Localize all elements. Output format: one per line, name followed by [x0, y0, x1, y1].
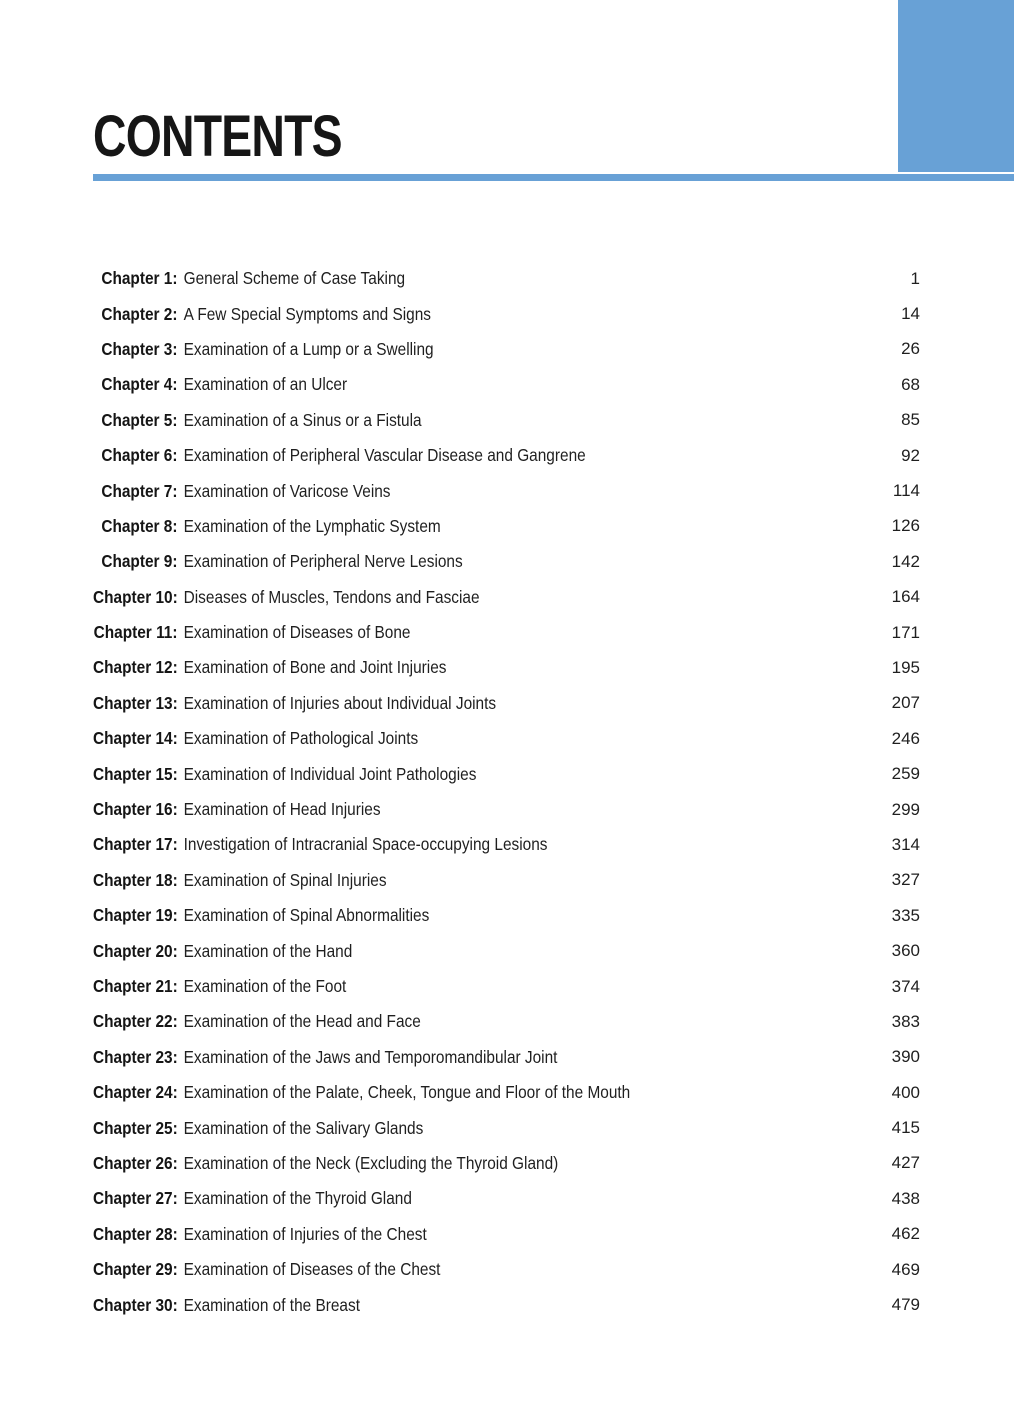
toc-entry-chapter-label: Chapter 23:: [93, 1046, 178, 1067]
toc-entry-page-number: 469: [891, 1259, 920, 1279]
toc-entry-main: [93, 551, 791, 572]
toc-entry-page-number: 327: [891, 870, 920, 890]
toc-entry-title: Examination of Spinal Abnormalities: [183, 905, 430, 926]
toc-entry-page-number: 68: [901, 374, 920, 394]
toc-entry-page-number: 259: [891, 764, 920, 784]
toc-entry-main: [93, 905, 791, 926]
toc-entry-page-number: 246: [891, 728, 920, 748]
toc-entry-page-number: 14: [901, 304, 920, 324]
toc-entry-page-number: 479: [891, 1295, 920, 1315]
toc-entry-title: Examination of the Thyroid Gland: [183, 1188, 412, 1209]
toc-entry-main: [93, 304, 791, 325]
toc-entry-chapter-label: Chapter 18:: [93, 869, 178, 890]
toc-entry-chapter-label: Chapter 6:: [101, 445, 178, 466]
toc-entry: [93, 296, 920, 331]
toc-entry-chapter-label: Chapter 22:: [93, 1011, 178, 1032]
toc-entry-chapter-label: Chapter 15:: [93, 763, 178, 784]
toc-entry-page-number: 415: [891, 1118, 920, 1138]
toc-entry-main: [93, 799, 791, 820]
toc-entry-main: [93, 693, 791, 714]
toc-entry-title: Examination of Pathological Joints: [183, 728, 419, 749]
toc-entry-chapter-label: Chapter 26:: [93, 1152, 178, 1173]
toc-entry-chapter-label: Chapter 30:: [93, 1294, 178, 1315]
toc-entry-page-number: 462: [891, 1224, 920, 1244]
toc-entry: [93, 580, 920, 615]
corner-accent-block: [898, 0, 1014, 172]
toc-entry-main: [93, 941, 791, 962]
toc-entry-main: [93, 481, 791, 502]
toc-entry-title: Investigation of Intracranial Space-occupying Lesions: [183, 834, 548, 855]
toc-entry-chapter-label: Chapter 24:: [93, 1082, 178, 1103]
toc-entry-chapter-label: Chapter 13:: [93, 692, 178, 713]
toc-entry: [93, 650, 920, 685]
toc-entry-page-number: 335: [891, 905, 920, 925]
toc-entry-chapter-label: Chapter 14:: [93, 728, 178, 749]
toc-entry-chapter-label: Chapter 1:: [101, 268, 178, 289]
toc-entry: [93, 721, 920, 756]
toc-entry-page-number: 26: [901, 339, 920, 359]
toc-entry-title: Examination of Injuries of the Chest: [183, 1223, 427, 1244]
toc-entry-title: Examination of Head Injuries: [183, 799, 381, 820]
toc-entry-page-number: 438: [891, 1188, 920, 1208]
toc-entry-page-number: 360: [891, 941, 920, 961]
page-title: CONTENTS: [93, 104, 342, 169]
toc-entry-main: [93, 339, 791, 360]
toc-entry-title: A Few Special Symptoms and Signs: [183, 303, 432, 324]
toc-entry-chapter-label: Chapter 11:: [93, 622, 178, 643]
toc-entry-page-number: 171: [891, 622, 920, 642]
toc-entry: [93, 933, 920, 968]
toc-entry-chapter-label: Chapter 17:: [93, 834, 178, 855]
toc-entry-title: Examination of the Breast: [183, 1294, 360, 1315]
toc-entry: [93, 969, 920, 1004]
toc-entry: [93, 438, 920, 473]
toc-entry: [93, 1146, 920, 1181]
toc-entry-title: Examination of Bone and Joint Injuries: [183, 657, 447, 678]
toc-entry-chapter-label: Chapter 25:: [93, 1117, 178, 1138]
toc-entry-title: Examination of the Hand: [183, 940, 353, 961]
toc-entry-main: [93, 1118, 791, 1139]
toc-entry-chapter-label: Chapter 5:: [101, 409, 178, 430]
toc-entry: [93, 1252, 920, 1287]
toc-entry-page-number: 1: [910, 268, 920, 288]
toc-entry-main: [93, 410, 791, 431]
title-rule: [93, 174, 1014, 181]
toc-entry-title: Examination of the Lymphatic System: [183, 515, 441, 536]
toc-entry-title: Examination of the Jaws and Temporomandibular Joint: [183, 1046, 558, 1067]
toc-entry-chapter-label: Chapter 4:: [101, 374, 178, 395]
toc-entry: [93, 473, 920, 508]
toc-list: [93, 261, 920, 1323]
toc-entry-page-number: 92: [901, 445, 920, 465]
toc-entry-title: Examination of the Foot: [183, 976, 347, 996]
toc-entry-page-number: 374: [891, 976, 920, 996]
toc-entry-chapter-label: Chapter 3:: [101, 338, 178, 359]
toc-entry-page-number: 299: [891, 799, 920, 819]
toc-entry-main: [93, 1011, 791, 1032]
toc-entry: [93, 792, 920, 827]
toc-entry-main: [93, 1295, 791, 1316]
toc-entry-page-number: 390: [891, 1047, 920, 1067]
toc-entry-title: Examination of Diseases of Bone: [183, 622, 411, 643]
toc-entry-title: Examination of the Salivary Glands: [183, 1117, 424, 1138]
toc-entry-chapter-label: Chapter 28:: [93, 1223, 178, 1244]
toc-entry-page-number: 126: [891, 516, 920, 536]
toc-entry-main: [93, 516, 791, 537]
toc-entry-page-number: 195: [891, 657, 920, 677]
toc-entry-title: Examination of the Neck (Excluding the Thyroid Gland): [183, 1152, 559, 1173]
toc-entry-page-number: 142: [891, 551, 920, 571]
toc-entry-title: Examination of the Head and Face: [183, 1011, 421, 1032]
toc-entry: [93, 1040, 920, 1075]
toc-entry-chapter-label: Chapter 19:: [93, 905, 178, 926]
toc-entry-chapter-label: Chapter 12:: [93, 657, 178, 678]
toc-entry: [93, 1217, 920, 1252]
toc-entry-page-number: 85: [901, 410, 920, 430]
toc-entry-chapter-label: Chapter 9:: [101, 551, 178, 572]
toc-entry-title: Examination of Individual Joint Pathologies: [183, 763, 477, 784]
toc-entry-page-number: 207: [891, 693, 920, 713]
toc-entry-chapter-label: Chapter 21:: [93, 976, 178, 996]
toc-entry-main: [93, 764, 791, 785]
toc-entry-title: Examination of Spinal Injuries: [183, 869, 387, 890]
toc-entry-title: Examination of an Ulcer: [183, 374, 348, 395]
toc-entry-page-number: 400: [891, 1082, 920, 1102]
toc-entry-title: Examination of Diseases of the Chest: [183, 1259, 441, 1280]
toc-entry-main: [93, 1047, 791, 1068]
toc-entry-page-number: 114: [892, 481, 920, 501]
toc-entry-main: [93, 445, 791, 466]
toc-entry-title: Examination of a Sinus or a Fistula: [183, 409, 422, 430]
toc-entry: [93, 686, 920, 721]
toc-entry-main: [93, 976, 791, 997]
toc-entry: [93, 367, 920, 402]
toc-entry-title: Examination of Peripheral Vascular Disease and Gangrene: [183, 445, 586, 466]
toc-entry-chapter-label: Chapter 7:: [101, 480, 178, 501]
toc-entry-page-number: 314: [891, 834, 920, 854]
toc-entry: [93, 1110, 920, 1145]
toc-entry: [93, 544, 920, 579]
toc-entry-title: Examination of the Palate, Cheek, Tongue and Floor of the Mouth: [183, 1082, 631, 1103]
toc-entry: [93, 1004, 920, 1039]
toc-entry-title: Diseases of Muscles, Tendons and Fasciae: [183, 586, 480, 607]
toc-entry-chapter-label: Chapter 16:: [93, 799, 178, 820]
toc-entry: [93, 1075, 920, 1110]
toc-entry-title: Examination of Varicose Veins: [183, 480, 391, 501]
toc-entry: [93, 1181, 920, 1216]
toc-entry-main: [93, 657, 791, 678]
toc-entry-main: [93, 1224, 791, 1245]
toc-entry-title: Examination of Peripheral Nerve Lesions: [183, 551, 463, 572]
toc-entry-page-number: 427: [891, 1153, 920, 1173]
toc-entry-title: Examination of Injuries about Individual Joints: [183, 692, 497, 713]
toc-entry: [93, 1287, 920, 1322]
toc-entry-chapter-label: Chapter 2:: [101, 303, 178, 324]
toc-entry-chapter-label: Chapter 29:: [93, 1259, 178, 1280]
toc-entry: [93, 863, 920, 898]
toc-entry: [93, 756, 920, 791]
toc-entry-main: [93, 728, 791, 749]
toc-entry-main: [93, 374, 791, 395]
toc-entry: [93, 509, 920, 544]
toc-entry-main: [93, 870, 791, 891]
toc-entry-main: [93, 587, 791, 608]
toc-entry-chapter-label: Chapter 20:: [93, 940, 178, 961]
toc-entry: [93, 403, 920, 438]
toc-entry-main: [93, 1188, 791, 1209]
toc-entry-main: [93, 622, 791, 643]
toc-entry: [93, 332, 920, 367]
toc-entry: [93, 261, 920, 296]
toc-entry-main: [93, 1153, 791, 1174]
toc-entry-page-number: 383: [891, 1011, 920, 1031]
toc-entry-chapter-label: Chapter 8:: [101, 515, 178, 536]
toc-entry-chapter-label: Chapter 27:: [93, 1188, 178, 1209]
toc-entry: [93, 827, 920, 862]
toc-entry: [93, 615, 920, 650]
toc-entry-title: Examination of a Lump or a Swelling: [183, 338, 434, 359]
toc-entry-chapter-label: Chapter 10:: [93, 586, 178, 607]
toc-entry-page-number: 164: [891, 587, 920, 607]
toc-entry-main: [93, 1259, 791, 1280]
toc-entry-main: [93, 268, 791, 289]
toc-entry-title: General Scheme of Case Taking: [183, 268, 406, 289]
toc-entry-main: [93, 834, 791, 855]
toc-entry-main: [93, 1082, 791, 1103]
toc-entry: [93, 898, 920, 933]
